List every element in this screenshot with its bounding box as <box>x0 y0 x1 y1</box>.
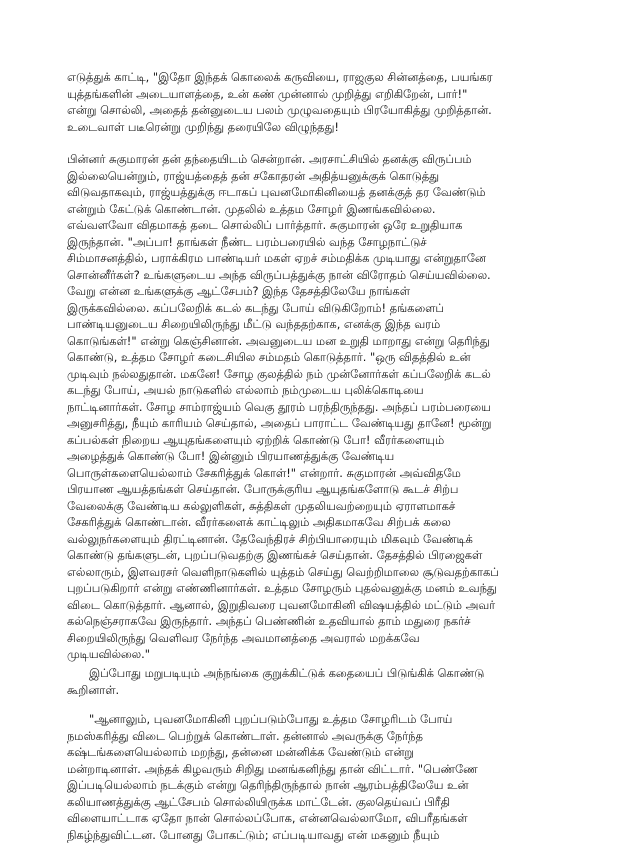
text-line: பொருள்களையெல்லாம் சேகரித்துக் கொள்!" என்றார். சுகுமாரன் அவ்விதமே <box>67 465 586 482</box>
text-line: பாண்டியனுடைய சிறையிலிருந்து மீட்டு வந்ததற்காக, எனக்கு இந்த வரம் <box>67 316 586 333</box>
text-line: கொடுங்கள்!" என்று கெஞ்சினான். அவனுடைய மன உறுதி மாறாது என்று தெரிந்து <box>67 333 586 350</box>
text-line: சேகரித்துக் கொண்டான். வீரர்களைக் காட்டிலும் அதிகமாகவே சிற்பக் கலை <box>67 514 586 531</box>
text-line: "ஆனாலும், புவனமோகினி புறப்படும்போது உத்தம சோழரிடம் போய் <box>67 711 586 728</box>
text-line: இப்போது மறுபடியும் அந்நங்கை குறுக்கிட்டுக் கதையைப் பிடுங்கிக் கொண்டு <box>67 665 586 682</box>
text-line: பிரயாண ஆயத்தங்கள் செய்தான். போருக்குரிய ஆயுதங்களோடு கூடச் சிற்ப <box>67 481 586 498</box>
text-line: என்றும் கேட்டுக் கொண்டான். முதலில் உத்தம சோழர் இணங்கவில்லை. <box>67 201 586 218</box>
text-line: மன்றாடினாள். அந்தக் கிழவரும் சிறிது மனங்கனிந்து தான் விட்டார். "பெண்ணே <box>67 761 586 778</box>
text-line: என்று சொல்லி, அதைத் தன்னுடைய பலம் முழுவதையும் பிரயோகித்து முறித்தான். <box>67 102 586 119</box>
text-line: அனுசரித்து, நீயும் காரியம் செய்தால், அதைப் பாராட்ட வேண்டியது தானே! மூன்று <box>67 415 586 432</box>
text-line: புறப்படுகிறார் என்று எண்ணினார்கள். உத்தம சோழரும் புதல்வனுக்கு மனம் உவந்து <box>67 580 586 597</box>
text-line: முடிவும் நல்லதுதான். மகனே! சோழ குலத்தில் நம் முன்னோர்கள் கப்பலேறிக் கடல் <box>67 366 586 383</box>
text-line: இப்படியெல்லாம் நடக்கும் என்று தெரிந்திருந்தால் நான் ஆரம்பத்திலேயே உன் <box>67 777 586 794</box>
text-line: வல்லுநர்களையும் திரட்டினான். தேவேந்திரச் சிற்பியாரையும் மிகவும் வேண்டிக் <box>67 531 586 548</box>
paragraph-2 <box>67 151 586 663</box>
paragraph-4 <box>67 711 586 843</box>
text-line: கொண்டு தங்களுடன், புறப்படுவதற்கு இணங்கச் செய்தான். தேசத்தில் பிரஜைகள் <box>67 547 586 564</box>
text-line: சிம்மாசனத்தில், பராக்கிரம பாண்டியர் மகள் ஏறச் சம்மதிக்க முடியாது என்றுதானே <box>67 250 586 267</box>
text-line: உடைவாள் படீரென்று முறிந்து தரையிலே விழுந்தது! <box>67 119 586 136</box>
paragraph-1 <box>67 69 586 135</box>
text-line: பின்னர் சுகுமாரன் தன் தந்தையிடம் சென்றான். அரசாட்சியில் தனக்கு விருப்பம் <box>67 151 586 168</box>
text-line: விடை கொடுத்தார். ஆனால், இறுதிவரை புவனமோகினி விஷயத்தில் மட்டும் அவர் <box>67 597 586 614</box>
text-line: நமஸ்கரித்து விடை பெற்றுக் கொண்டாள். தன்னால் அவருக்கு நேர்ந்த <box>67 728 586 745</box>
text-line: இருந்தான். "அப்பா! தாங்கள் நீண்ட பரம்பரையில் வந்த சோழநாட்டுச் <box>67 234 586 251</box>
text-line: இல்லையென்றும், ராஜ்யத்தைத் தன் சகோதரன் அதித்யனுக்குக் கொடுத்து <box>67 168 586 185</box>
text-line: யுத்தங்களின் அடையாளத்தை, உன் கண் முன்னால் முறித்து எறிகிறேன், பார்!" <box>67 86 586 103</box>
text-line: கொண்டு, உத்தம சோழர் கடைசியில சம்மதம் கொடுத்தார். "ஒரு விதத்தில் உன் <box>67 349 586 366</box>
text-line: வேறு என்ன உங்களுக்கு ஆட்சேபம்? இந்த தேசத்திலேயே நாங்கள் <box>67 283 586 300</box>
text-line: கஷ்டங்களையெல்லாம் மறந்து, தன்னை மன்னிக்க வேண்டும் என்று <box>67 744 586 761</box>
text-line: இருக்கவில்லை. கப்பலேறிக் கடல் கடந்து போய் விடுகிறோம்! தங்களைப் <box>67 300 586 317</box>
text-line: அழைத்துக் கொண்டு போ! இன்னும் பிரயாணத்துக்கு வேண்டிய <box>67 448 586 465</box>
text-line: முடியவில்லை." <box>67 646 586 663</box>
text-line: விடுவதாகவும், ராஜ்யத்துக்கு ஈடாகப் புவனமோகினியைத் தனக்குத் தர வேண்டும் <box>67 184 586 201</box>
text-line: நாட்டினார்கள். சோழ சாம்ராஜ்யம் வெகு தூரம் பரந்திருந்தது. அந்தப் பரம்பரையை <box>67 399 586 416</box>
text-line: கப்பல்கள் நிறைய ஆயுதங்களையும் ஏற்றிக் கொண்டு போ! வீரர்களையும் <box>67 432 586 449</box>
text-line: நிகழ்ந்துவிட்டன. போனது போகட்டும்; எப்படியாவது என் மகனும் நீயும் <box>67 827 586 843</box>
text-line: எடுத்துக் காட்டி, "இதோ இந்தக் கொலைக் கருவியை, ராஜகுல சின்னத்தை, பயங்கர <box>67 69 586 86</box>
text-line: விளையாட்டாக ஏதோ நான் சொல்லப்போக, என்னவெல்லாமோ, விபரீதங்கள் <box>67 810 586 827</box>
text-line: எவ்வளவோ விதமாகத் தடை சொல்லிப் பார்த்தார். சுகுமாரன் ஒரே உறுதியாக <box>67 217 586 234</box>
text-line: சொன்னீர்கள்? உங்களுடைய அந்த விருப்பத்துக்கு நான் விரோதம் செய்யவில்லை. <box>67 267 586 284</box>
text-line: வேலைக்கு வேண்டிய கல்லுளிகள், சுத்திகள் முதலியவற்றையும் ஏராளமாகச் <box>67 498 586 515</box>
text-line: கல்நெஞ்சராகவே இருந்தார். அந்தப் பெண்ணின் உதவியால் தாம் மதுரை நகர்ச் <box>67 613 586 630</box>
text-line: எல்லாரும், இளவரசர் வெளிநாடுகளில் யுத்தம் செய்து வெற்றிமாலை சூடுவதற்காகப் <box>67 564 586 581</box>
text-line: கூறினாள். <box>67 682 586 699</box>
text-line: கடந்து போய், அயல் நாடுகளில் எல்லாம் நம்முடைய புலிக்கொடியை <box>67 382 586 399</box>
text-line: சிறையிலிருந்து வெளிவர நேர்ந்த அவமானத்தை அவரால் மறக்கவே <box>67 630 586 647</box>
paragraph-3 <box>67 665 586 698</box>
text-line: கலியாணத்துக்கு ஆட்சேபம் சொல்லியிருக்க மாட்டேன். குலதெய்வப் பிரீதி <box>67 794 586 811</box>
